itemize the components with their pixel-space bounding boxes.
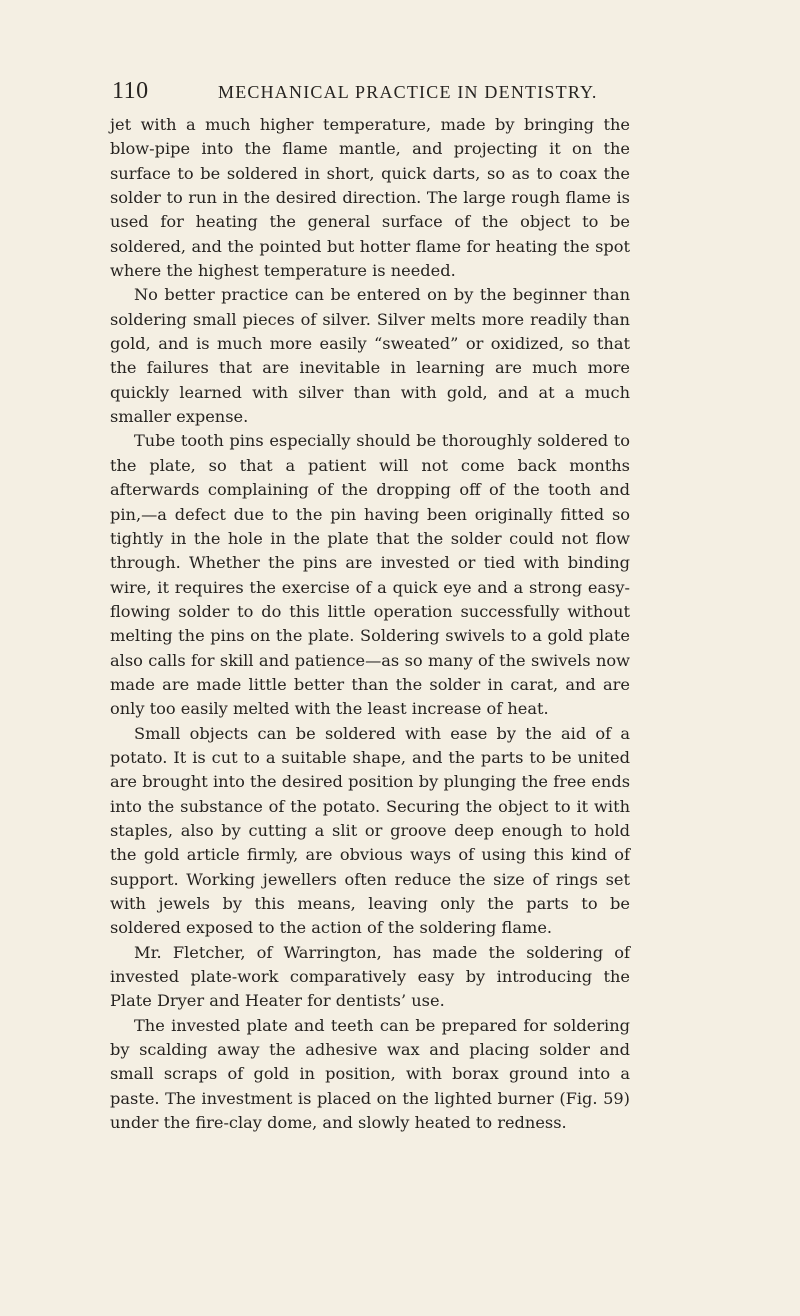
- paragraph: Tube tooth pins especially should be thoroughly soldered to the plate, so that a patient will not come back months afterwards complaining of the dropping off of the tooth and pin,—a defect due to the pin having been originally fitted so tightly in the hole in the plate that the solder could not flow through. Whether the pins are invested or tied with binding wire, it requires the exercise of a quick eye and a strong easy-flowing solder to do this little operation successfully without melting the pins on the plate. Soldering swivels to a gold plate also calls for skill and patience—as so many of the swivels now made are made little better than the solder in carat, and are only too easily melted with the least increase of heat.: [110, 431, 630, 719]
- body-text: [110, 113, 630, 1135]
- paragraph: No better practice can be entered on by the beginner than soldering small pieces of silver. Silver melts more readily than gold, and is much more easily “sweated” or oxidized, so that the failures that are inevitable in learning are much more quickly learned with silver than with gold, and at a much smaller expense.: [110, 285, 630, 427]
- page-number: 110: [112, 78, 149, 104]
- paragraph: jet with a much higher temperature, made by bringing the blow-pipe into the flame mantle, and projecting it on the surface to be soldered in short, quick darts, so as to coax the solder to run in the desired direction. The large rough flame is used for heating the general surface of the object to be soldered, and the pointed but hotter flame for heating the spot where the highest temperature is needed.: [110, 115, 630, 281]
- paragraph: The invested plate and teeth can be prepared for soldering by scalding away the adhesive wax and placing solder and small scraps of gold in position, with borax ground into a paste. The investment is placed on the lighted burner (Fig. 59) under the fire-clay dome, and slowly heated to redness.: [110, 1015, 630, 1133]
- page-header: [112, 78, 612, 108]
- paragraph: Small objects can be soldered with ease by the aid of a potato. It is cut to a suitable shape, and the parts to be united are brought into the desired position by plunging the free ends into the substance of the potato. Securing the object to it with staples, also by cutting a slit or groove deep enough to hold the gold article firmly, are obvious ways of using this kind of support. Working jewellers often reduce the size of rings set with jewels by this means, leaving only the parts to be soldered exposed to the action of the soldering flame.: [110, 723, 630, 938]
- paragraph: Mr. Fletcher, of Warrington, has made the soldering of invested plate-work comparatively easy by introducing the Plate Dryer and Heater for dentists’ use.: [110, 942, 630, 1011]
- running-title: MECHANICAL PRACTICE IN DENTISTRY.: [218, 82, 598, 102]
